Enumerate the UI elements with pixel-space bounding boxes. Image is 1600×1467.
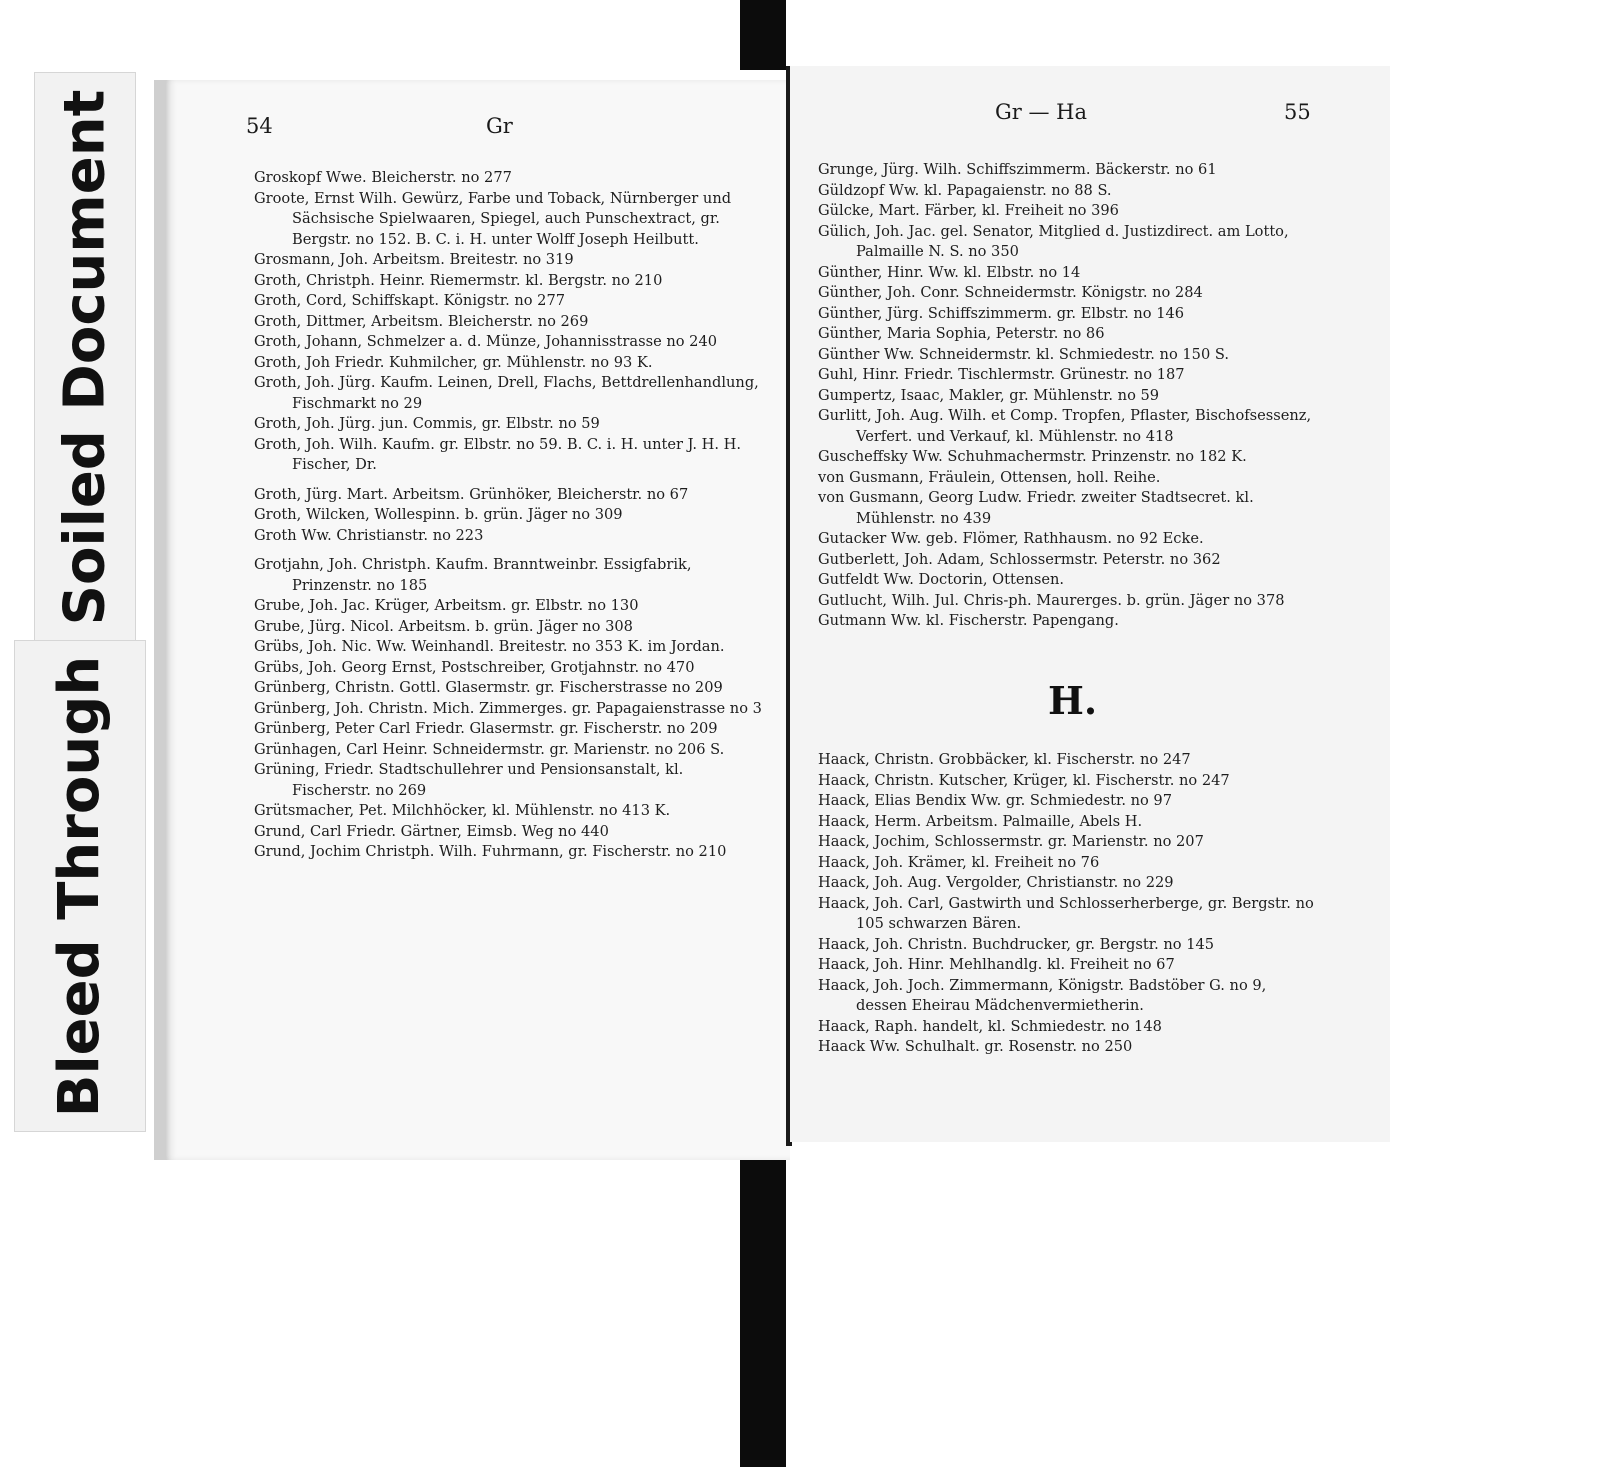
left-page-header	[166, 114, 790, 144]
directory-entry: Günther, Maria Sophia, Peterstr. no 86	[818, 325, 1105, 342]
directory-entry: Haack, Elias Bendix Ww. gr. Schmiedestr. no 97	[818, 792, 1172, 809]
directory-entry: Haack Ww. Schulhalt. gr. Rosenstr. no 250	[818, 1038, 1133, 1055]
directory-entry: Guhl, Hinr. Friedr. Tischlermstr. Grünestr. no 187	[818, 366, 1185, 383]
directory-entry: Haack, Joh. Aug. Vergolder, Christianstr. no 229	[818, 874, 1174, 891]
directory-entry: Gutberlett, Joh. Adam, Schlossermstr. Peterstr. no 362	[818, 550, 1221, 568]
directory-entry: Grünberg, Peter Carl Friedr. Glasermstr. gr. Fischerstr. no 209	[254, 720, 718, 737]
directory-entry: Gülcke, Mart. Färber, kl. Freiheit no 396	[818, 202, 1119, 219]
directory-entry: Günther, Joh. Conr. Schneidermstr. Königstr. no 284	[818, 284, 1203, 301]
directory-entry: Gutmann Ww. kl. Fischerstr. Papengang.	[818, 612, 1119, 629]
directory-entry: Groth, Christph. Heinr. Riemermstr. kl. Bergstr. no 210	[254, 271, 663, 289]
directory-entry: Groth Ww. Christianstr. no 223	[254, 526, 484, 544]
directory-entry: Grund, Carl Friedr. Gärtner, Eimsb. Weg no 440	[254, 822, 609, 840]
directory-entry: Groth, Dittmer, Arbeitsm. Bleicherstr. no 269	[254, 312, 589, 330]
directory-entry: Grünhagen, Carl Heinr. Schneidermstr. gr. Marienstr. no 206 S.	[254, 740, 725, 758]
directory-entry: Haack, Joh. Krämer, kl. Freiheit no 76	[818, 853, 1100, 871]
right-page-running-head: Gr — Ha	[995, 100, 1087, 124]
directory-entry: Grünberg, Christn. Gottl. Glasermstr. gr. Fischerstrasse no 209	[254, 679, 723, 696]
directory-entry: Grube, Joh. Jac. Krüger, Arbeitsm. gr. Elbstr. no 130	[254, 597, 639, 614]
directory-entry: Gutacker Ww. geb. Flömer, Rathhausm. no 92 Ecke.	[818, 530, 1204, 547]
directory-entry: Grütsmacher, Pet. Milchhöcker, kl. Mühlenstr. no 413 K.	[254, 802, 671, 819]
directory-entry: Groth, Joh. Wilh. Kaufm. gr. Elbstr. no 59. B. C. i. H. unter J. H. H. Fischer, Dr.	[254, 435, 742, 473]
directory-entry: Güldzopf Ww. kl. Papagaienstr. no 88 S.	[818, 181, 1112, 199]
directory-entry: Guscheffsky Ww. Schuhmachermstr. Prinzenstr. no 182 K.	[818, 448, 1247, 465]
directory-entry: Grünberg, Joh. Christn. Mich. Zimmerges. gr. Papagaienstrasse no 3	[254, 699, 762, 717]
directory-entry: Haack, Christn. Kutscher, Krüger, kl. Fischerstr. no 247	[818, 771, 1230, 789]
directory-entry: von Gusmann, Georg Ludw. Friedr. zweiter Stadtsecret. kl. Mühlenstr. no 439	[818, 489, 1254, 527]
left-page-number: 54	[246, 114, 273, 138]
directory-entry: Günther Ww. Schneidermstr. kl. Schmiedestr. no 150 S.	[818, 345, 1229, 363]
directory-entry: Haack, Joh. Christn. Buchdrucker, gr. Bergstr. no 145	[818, 935, 1215, 953]
binding-strip-bottom	[740, 1142, 786, 1467]
directory-entry: Grosmann, Joh. Arbeitsm. Breitestr. no 319	[254, 251, 574, 268]
directory-entry: Groth, Joh Friedr. Kuhmilcher, gr. Mühlenstr. no 93 K.	[254, 353, 653, 371]
directory-entry: Groote, Ernst Wilh. Gewürz, Farbe und Toback, Nürnberger und Sächsische Spielwaaren, Spiegel, auch Punschextract, gr. Bergstr. no 152. B. C. i. H. unter Wolff Joseph Heilbutt.	[254, 189, 732, 248]
directory-entry: Grube, Jürg. Nicol. Arbeitsm. b. grün. Jäger no 308	[254, 617, 633, 635]
directory-entry: Gurlitt, Joh. Aug. Wilh. et Comp. Tropfen, Pflaster, Bischofsessenz, Verfert. und Verkauf, kl. Mühlenstr. no 418	[818, 407, 1312, 445]
directory-entry: Groskopf Wwe. Bleicherstr. no 277	[254, 169, 512, 186]
directory-entry: Groth, Wilcken, Wollespinn. b. grün. Jäger no 309	[254, 506, 623, 523]
directory-entry: Günther, Hinr. Ww. kl. Elbstr. no 14	[818, 263, 1081, 281]
directory-entry: Grund, Jochim Christph. Wilh. Fuhrmann, gr. Fischerstr. no 210	[254, 843, 727, 860]
right-page-entries-h	[818, 750, 1320, 1058]
right-page-entries	[818, 160, 1320, 632]
directory-entry: Haack, Christn. Grobbäcker, kl. Fischerstr. no 247	[818, 751, 1191, 768]
directory-entry: Groth, Jürg. Mart. Arbeitsm. Grünhöker, Bleicherstr. no 67	[254, 485, 689, 503]
directory-entry: Haack, Herm. Arbeitsm. Palmaille, Abels H.	[818, 812, 1143, 830]
left-page-running-head: Gr	[486, 114, 513, 138]
directory-entry: Haack, Raph. handelt, kl. Schmiedestr. no 148	[818, 1017, 1162, 1035]
soiled-document-label: Soiled Document	[52, 89, 118, 625]
left-page-entries	[254, 168, 764, 863]
directory-entry: von Gusmann, Fräulein, Ottensen, holl. Reihe.	[818, 468, 1161, 486]
directory-entry: Gülich, Joh. Jac. gel. Senator, Mitglied d. Justizdirect. am Lotto, Palmaille N. S. no 350	[818, 222, 1289, 260]
bleed-through-label: Bleed Through	[47, 655, 113, 1117]
directory-entry: Gumpertz, Isaac, Makler, gr. Mühlenstr. no 59	[818, 386, 1160, 404]
section-letter-heading: H.	[1048, 678, 1098, 723]
directory-entry: Haack, Joh. Joch. Zimmermann, Königstr. Badstöber G. no 9, dessen Eheirau Mädchenvermietherin.	[818, 976, 1267, 1014]
directory-entry: Grübs, Joh. Nic. Ww. Weinhandl. Breitestr. no 353 K. im Jordan.	[254, 638, 725, 655]
directory-entry: Groth, Joh. Jürg. Kaufm. Leinen, Drell, Flachs, Bettdrellenhandlung, Fischmarkt no 29	[254, 374, 759, 412]
directory-entry: Haack, Joh. Hinr. Mehlhandlg. kl. Freiheit no 67	[818, 956, 1175, 973]
directory-entry: Groth, Johann, Schmelzer a. d. Münze, Johannisstrasse no 240	[254, 333, 718, 350]
right-page	[790, 66, 1390, 1142]
right-page-header	[790, 100, 1390, 130]
binding-strip-top	[740, 0, 786, 70]
directory-entry: Grunge, Jürg. Wilh. Schiffszimmerm. Bäckerstr. no 61	[818, 161, 1217, 178]
directory-entry: Grüning, Friedr. Stadtschullehrer und Pensionsanstalt, kl. Fischerstr. no 269	[254, 761, 684, 799]
right-page-number: 55	[1284, 100, 1311, 124]
directory-entry: Haack, Jochim, Schlossermstr. gr. Marienstr. no 207	[818, 833, 1204, 850]
directory-entry: Grotjahn, Joh. Christph. Kaufm. Branntweinbr. Essigfabrik, Prinzenstr. no 185	[254, 556, 692, 594]
bleed-through-stamp	[14, 640, 146, 1132]
soiled-document-stamp	[34, 72, 136, 642]
directory-entry: Groth, Cord, Schiffskapt. Königstr. no 277	[254, 292, 566, 309]
directory-entry: Groth, Joh. Jürg. jun. Commis, gr. Elbstr. no 59	[254, 415, 600, 432]
directory-entry: Grübs, Joh. Georg Ernst, Postschreiber, Grotjahnstr. no 470	[254, 658, 695, 676]
directory-entry: Gutlucht, Wilh. Jul. Chris-ph. Maurerges. b. grün. Jäger no 378	[818, 591, 1285, 609]
directory-entry: Günther, Jürg. Schiffszimmerm. gr. Elbstr. no 146	[818, 304, 1185, 322]
left-page	[154, 80, 790, 1160]
directory-entry: Gutfeldt Ww. Doctorin, Ottensen.	[818, 571, 1065, 588]
directory-entry: Haack, Joh. Carl, Gastwirth und Schlosserherberge, gr. Bergstr. no 105 schwarzen Bären.	[818, 894, 1314, 932]
